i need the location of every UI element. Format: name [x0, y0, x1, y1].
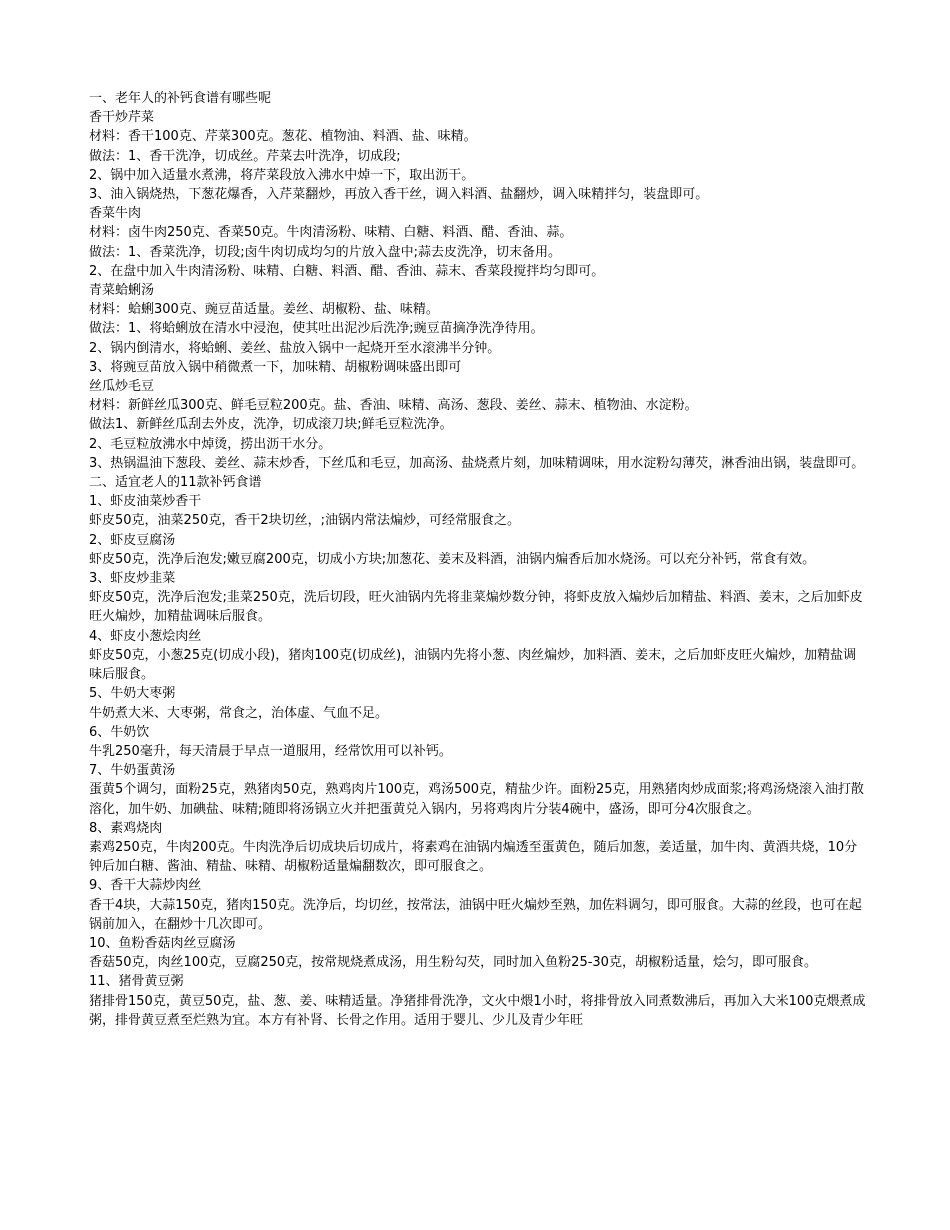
recipe-text: 牛奶煮大米、大枣粥，常食之，治体虚、气血不足。: [89, 705, 389, 721]
recipe-title: 8、素鸡烧肉: [89, 820, 163, 836]
recipe-text: 3、将豌豆苗放入锅中稍微煮一下，加味精、胡椒粉调味盛出即可: [89, 359, 462, 375]
recipe-text: 材料：新鲜丝瓜300克、鲜毛豆粒200克。盐、香油、味精、高汤、葱段、姜丝、蒜末、植物油、水淀粉。: [89, 398, 698, 414]
recipe-text: 材料：卤牛肉250克、香菜50克。牛肉清汤粉、味精、白糖、料酒、醋、香油、蒜。: [89, 225, 573, 241]
recipe-title: 3、虾皮炒韭菜: [89, 571, 176, 587]
recipe-text: 材料：香干100克、芹菜300克。葱花、植物油、料酒、盐、味精。: [89, 129, 477, 145]
recipe-text: 2、毛豆粒放沸水中焯烫，捞出沥干水分。: [89, 436, 332, 452]
recipe-title: 香干炒芹菜: [89, 110, 155, 126]
recipe-title: 丝瓜炒毛豆: [89, 379, 155, 395]
recipe-text: 牛乳250毫升，每天清晨于早点一道服用，经常饮用可以补钙。: [89, 743, 452, 759]
recipe-title: 10、鱼粉香菇肉丝豆腐汤: [89, 935, 236, 951]
recipe-title: 香菜牛肉: [89, 206, 142, 222]
recipe-title: 2、虾皮豆腐汤: [89, 532, 176, 548]
recipe-text: 2、锅中加入适量水煮沸，将芹菜段放入沸水中焯一下，取出沥干。: [89, 167, 475, 183]
recipe-text: 虾皮50克，油菜250克，香干2块切丝，;油锅内常法煸炒，可经常服食之。: [89, 513, 521, 529]
recipe-text: 虾皮50克，洗净后泡发;韭菜250克，洗后切段，旺火油锅内先将韭菜煸炒数分钟，将虾皮放入煸炒后加精盐、料酒、姜末，之后加虾皮旺火煸炒，加精盐调味后服食。: [89, 590, 863, 625]
recipe-text: 材料：蛤蜊300克、豌豆苗适量。姜丝、胡椒粉、盐、味精。: [89, 302, 439, 318]
recipe-title: 9、香干大蒜炒肉丝: [89, 878, 202, 894]
recipe-text: 做法：1、香菜洗净，切段;卤牛肉切成均匀的片放入盘中;蒜去皮洗净，切末备用。: [89, 244, 562, 260]
recipe-text: 做法1、新鲜丝瓜刮去外皮，洗净，切成滚刀块;鲜毛豆粒洗净。: [89, 417, 453, 433]
recipe-text: 素鸡250克，牛肉200克。牛肉洗净后切成块后切成片，将素鸡在油锅内煸透至蛋黄色，随后加葱，姜适量，加牛肉、黄酒共烧，10分钟后加白糖、酱油、精盐、味精、胡椒粉适量煸翻数次，即可服食之。: [89, 839, 858, 875]
recipe-text: 猪排骨150克，黄豆50克，盐、葱、姜、味精适量。净猪排骨洗净，文火中煨1小时，将排骨放入同煮数沸后，再加入大米100克煨煮成粥，排骨黄豆煮至烂熟为宜。本方有补肾、长骨之作用。适用于婴儿、少儿及青少年旺: [89, 993, 866, 1028]
recipe-text: 做法：1、香干洗净，切成丝。芹菜去叶洗净，切成段;: [89, 148, 401, 164]
recipe-text: 蛋黄5个调匀，面粉25克，熟猪肉50克，熟鸡肉片100克，鸡汤500克，精盐少许。面粉25克，用熟猪肉炒成面浆;将鸡汤烧滚入油打散溶化，加牛奶、加碘盐、味精;随即将汤锅立火并把蛋黄兑入锅内，另将鸡肉片分装4碗中，盛汤，即可分4次服食之。: [89, 782, 864, 817]
recipe-text: 虾皮50克，洗净后泡发;嫩豆腐200克，切成小方块;加葱花、姜末及料酒，油锅内煸香后加水烧汤。可以充分补钙，常食有效。: [89, 551, 816, 567]
document-body: [89, 89, 867, 1030]
recipe-title: 7、牛奶蛋黄汤: [89, 763, 176, 779]
recipe-text: 香干4块，大蒜150克，猪肉150克。洗净后，均切丝，按常法，油锅中旺火煸炒至熟，加佐料调匀，即可服食。大蒜的丝段，也可在起锅前加入，在翻炒十几次即可。: [89, 897, 862, 932]
recipe-title: 青菜蛤蜊汤: [89, 283, 155, 299]
recipe-title: 4、虾皮小葱烩肉丝: [89, 628, 202, 644]
section-heading-2: 二、适宜老人的11款补钙食谱: [89, 475, 262, 491]
recipe-text: 做法：1、将蛤蜊放在清水中浸泡，使其吐出泥沙后洗净;豌豆苗摘净洗净待用。: [89, 321, 544, 337]
recipe-text: 2、锅内倒清水，将蛤蜊、姜丝、盐放入锅中一起烧开至水滚沸半分钟。: [89, 340, 501, 356]
recipe-text: 3、热锅温油下葱段、姜丝、蒜末炒香，下丝瓜和毛豆，加高汤、盐烧煮片刻，加味精调味，用水淀粉勾薄芡，淋香油出锅，装盘即可。: [89, 455, 865, 471]
recipe-text: 3、油入锅烧热，下葱花爆香，入芹菜翻炒，再放入香干丝，调入料酒、盐翻炒，调入味精拌匀，装盘即可。: [89, 187, 709, 203]
recipe-title: 6、牛奶饮: [89, 724, 150, 740]
recipe-title: 1、虾皮油菜炒香干: [89, 494, 202, 510]
section-heading-1: 一、老年人的补钙食谱有哪些呢: [89, 91, 272, 106]
recipe-text: 香菇50克，肉丝100克，豆腐250克，按常规烧煮成汤，用生粉勾芡，同时加入鱼粉25-30克，胡椒粉适量，烩匀，即可服食。: [89, 955, 817, 971]
recipe-title: 11、猪骨黄豆粥: [89, 974, 184, 990]
recipe-title: 5、牛奶大枣粥: [89, 686, 176, 702]
recipe-text: 虾皮50克，小葱25克(切成小段)，猪肉100克(切成丝)，油锅内先将小葱、肉丝煸炒，加料酒、姜末，之后加虾皮旺火煸炒，加精盐调味后服食。: [89, 647, 857, 683]
recipe-text: 2、在盘中加入牛肉清汤粉、味精、白糖、料酒、醋、香油、蒜末、香菜段搅拌均匀即可。: [89, 263, 605, 279]
